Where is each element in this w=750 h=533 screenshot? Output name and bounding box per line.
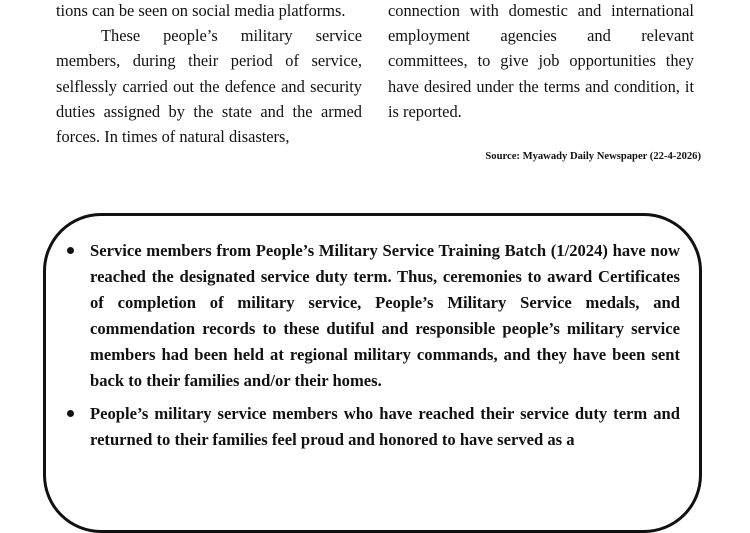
highlight-bullet-list: [65, 238, 680, 460]
left-column: [56, 0, 362, 149]
right-paragraph-1: connection with domestic and international employment agencies and relevant committees, to give job opportunities they have desired under the terms and condition, it is reported.: [388, 1, 694, 121]
bullet-text: Service members from People’s Military Service Training Batch (1/2024) have now reached the designated service duty term. Thus, ceremonies to award Certificates of completion of military service, People’s Military Service medals, and commendation records to these dutiful and responsible people’s military service members had been held at regional military commands, and they have been sent back to their families and/or their homes.: [90, 241, 680, 390]
left-paragraph-2: These people’s military service members, during their period of service, selflessly carried out the defence and security duties assigned by the state and the armed forces. In times of natural disasters,: [56, 26, 362, 147]
bullet-text: People’s military service members who have reached their service duty term and returned to their families feel proud and honored to have served as a: [90, 404, 680, 449]
bullet-dot-icon: [67, 410, 74, 417]
bullet-dot-icon: [67, 247, 74, 254]
source-citation: Source: Myawady Daily Newspaper (22-4-2026): [485, 151, 701, 162]
bullet-item: [65, 401, 680, 453]
left-paragraph-1: tions can be seen on social media platforms.: [56, 1, 346, 20]
bullet-item: [65, 238, 680, 394]
right-column: [388, 0, 694, 124]
